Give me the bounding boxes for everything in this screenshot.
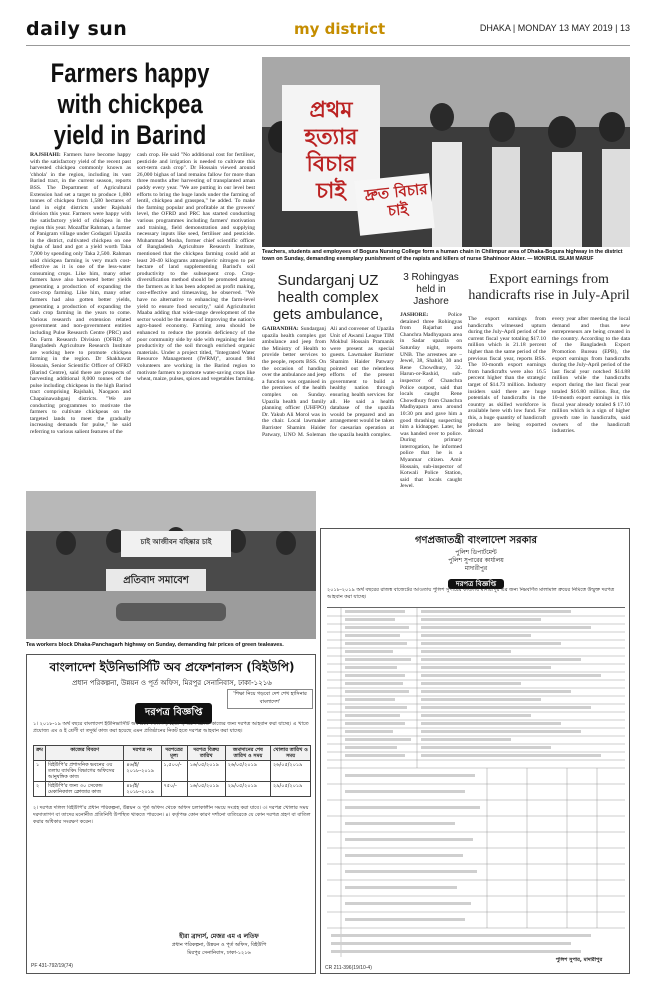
story2-dateline: GAIBANDHA: bbox=[262, 326, 299, 332]
bup-th-opening: খোলার তারিখ ও সময় bbox=[271, 746, 311, 761]
table-cell: বিইউপি'র জন্য ৩০ সেকেন্ড মেকানিক্যাল ক্লোজার কাজ bbox=[45, 782, 123, 797]
top-caption-text: Teachers, students and employees of Bogura Nursing College form a human chain in Chilimpur area of Dhaka-Bogura highway in the district town on Sunday, demanding exemplary punishment of the rapists and killers of nurse Shahinoor Akter. bbox=[262, 249, 623, 262]
lead-dateline: RAJSHAHI: bbox=[30, 152, 61, 158]
lead-column-1 bbox=[30, 152, 131, 488]
table-cell: ২৬/০৫/২০১৯ bbox=[225, 761, 270, 782]
bup-ad-subtitle: প্রধান পরিকল্পনা, উন্নয়ন ও পূর্ত অফিস, মিরপুর সেনানিবাস, ঢাকা-১২১৬ bbox=[72, 679, 272, 687]
lead-text-2: cash crop. He said "No additional cost for fertiliser, pesticide and irrigation is needed to cultivate this sort-term cash crop". Dr Hossain viewed around 26,000 bighas of land remains fallow for more than three months after harvesting of transplanted aman paddy every year. "We are putting in our level best efforts to bring the huge lands under the farming of lentil, chickpea and grasspea," he added. To make the farming popular and profitable at the growers' level, the OFRD and PRC has started conducting various programmes including farmers' motivation and training, field demonstration and supplying necessary inputs like seed, fertiliser and pesticide. Muhammad Mosha, former chief scientific officer of Bangladesh Agriculture Research Institute, mentioned that the chickpea farming could add at least 20-40 kilograms atmospheric nitrogen to per hectare of land supplementing Barind's soil productivity to the subsequent crop. Crop-diversification method should be promoted among the farmers as it has been adopted as profit making, cost-effective and timesaving, he observed. "We have no alternative to enhancing the farm-level yield to ensure food security," said Agriculturist Maaba adding that wide-range development of the sector would be the means of improving the nation's agro-based economy. Farming area should be enhanced to reduce the protein deficiency of the poor community side by side with regaining the lost productivity of the soil through enriched organic materials. Under a project titled, "Integrated Water Resource Management (IWRM)", around 984 volunteers are working in the Barind region to motivate farmers to promote water-saving crops like wheat, maize, pulses, spices and vegetables farming. bbox=[137, 152, 255, 383]
bup-ad-signature-block bbox=[127, 931, 311, 958]
page-dateline: DHAKA | MONDAY 13 MAY 2019 | 13 bbox=[479, 23, 630, 33]
bup-th-work: কাজের বিবরণ bbox=[45, 746, 123, 761]
tea-banner-1: চাই আজীবন বহিষ্কার চাই bbox=[140, 538, 212, 546]
gov-ad-sub1: পুলিশ ডিপার্টমেন্ট bbox=[455, 549, 497, 556]
bup-ad-footer-code: PF 431-792/19(74) bbox=[31, 963, 73, 969]
table-cell: ৪৮/ই/২০১৮-২০১৯ bbox=[124, 782, 161, 797]
bottom-photo bbox=[26, 491, 316, 639]
table-cell: ২৯/০৫/২০১৯ bbox=[271, 782, 311, 797]
table-cell: ১৬/০৫/২০১৯ bbox=[187, 782, 225, 797]
story4-text-b: every year after meeting the local demand and thus new entrepreneurs are being created in the country. According to the data of the Bangladesh Export Promotion Bureau (EPB), the export earnings from handicrafts during the July-April period of the last fiscal year notched $14.88 million while the handicrafts export during the last fiscal year totaled $16.80 million. But, the 10-month export earnings in this fiscal year already totaled $ 17.10 million which is a sign of higher growth rate in handicrafts, said owners of the handicraft industries. bbox=[552, 316, 630, 435]
bup-table-header-row bbox=[34, 746, 311, 761]
story2-text: Sundarganj upazila health complex got ambulance and jeep from the Ministry of Health to provide better services to the people, reports BSS. On the occasion of handing over the ambulance and jeep a function was organised in the premises of the health complex on Sunday. Upazila health and family planning officer (UHFPO) Dr. Yakub Ali Morol was in the chair. Local lawmaker Barrister Shamim Haider Patwary, UNO M. Soleman Ali and convener of Upazila Unit of Awami League TIM Mokbul Hossain Pramanik were present as special guests. Lawmaker Barrister Shamim Haider Patwary pointed out the relentless efforts of the present government to build a healthy nation through ensuring health services for all. He said a health database of the upazila would be prepared and an arrangement would be taken for caesarian operation at the upazila health complex. bbox=[262, 326, 394, 438]
gov-ad-sub2: পুলিশ সুপারের কার্যালয় bbox=[448, 557, 504, 564]
bup-ad-intro: ১। ২০১৮-১৯ অর্থ বছরে বাংলাদেশ ইউনিভার্সিটি অব প্রফেশনালস (বিইউপি) এর নিম্নোক্ত কাজের জন্য দরপত্র আহবান করা যাচ্ছে। এ খাতে প্রযোজ্য এম ও ই শ্রেণী বা তদুর্ধ্ব কাজ করা হয়েছে এমন প্রতিষ্ঠানের নিকট হতে দরপত্র আহবান করা যাচ্ছে। bbox=[33, 721, 309, 734]
bup-ad-notes: ২। দরপত্র দলিল বিইউপি'র প্রধান পরিকল্পনা, উন্নয়ন ও পূর্ত অফিস থেকে অফিস চলাকালীন সময়ে সংগ্রহ করা যাবে। ৩। দরপত্র খোলার সময় দরদাতাগণ বা তাদের মনোনীত প্রতিনিধি উপস্থিত থাকতে পারবেন। ৪। কর্তৃপক্ষ কোন কারণ দর্শানো ব্যতিরেকে যে কোন দরপত্র গ্রহণ বা বাতিল করার অধিকার সংরক্ষণ করেন। bbox=[33, 805, 311, 825]
bup-ad-tender-label: দরপত্র বিজ্ঞপ্তি bbox=[135, 703, 212, 724]
table-cell: ২৯/০৫/২০১৯ bbox=[225, 782, 270, 797]
bup-th-serial: ক্রম bbox=[34, 746, 46, 761]
table-cell: ১ bbox=[34, 761, 46, 782]
bup-ad-slogan: 'শিক্ষা নিয়ে গড়বো দেশ শেখ হাসিনার বাংলাদেশ' bbox=[227, 689, 313, 709]
tea-workers-image bbox=[26, 491, 316, 639]
top-photo bbox=[262, 57, 630, 247]
section-title: my district bbox=[294, 20, 386, 38]
police-tender-ad bbox=[320, 528, 630, 974]
lead-headline: Farmers happy with chickpea yield in Barind bbox=[50, 58, 210, 150]
story4-column-2 bbox=[552, 316, 630, 522]
gov-ad-signature: পুলিশ সুপার, মাদারীপুর bbox=[555, 957, 603, 963]
protest-sign-1: প্রথম হত্যার বিচার চাই bbox=[304, 98, 358, 204]
protest-sign-2: দ্রুত বিচার চাই bbox=[363, 179, 429, 220]
story3-body bbox=[400, 312, 462, 522]
gov-ad-table-lines bbox=[327, 608, 625, 957]
newspaper-logo: daily sun bbox=[26, 18, 128, 40]
table-cell: ১,৫০০/- bbox=[161, 761, 187, 782]
bup-ad-table bbox=[33, 745, 311, 797]
story3-dateline: JASHORE: bbox=[400, 312, 429, 318]
story3-headline: 3 Rohingyas held in Jashore bbox=[403, 272, 459, 307]
table-cell: ৪৬/ই/২০১৮-২০১৯ bbox=[124, 761, 161, 782]
gov-ad-title: গণপ্রজাতন্ত্রী বাংলাদেশ সরকার bbox=[415, 535, 537, 546]
story4-headline: Export earnings from handicrafts rise in July-April bbox=[468, 272, 630, 303]
gov-ad-details bbox=[327, 607, 625, 957]
bup-th-tender-no: দরপত্র নং bbox=[124, 746, 161, 761]
tea-banner-2: প্রতিবাদ সমাবেশ bbox=[123, 575, 189, 586]
story2-headline: Sundarganj UZ health complex gets ambulance, bbox=[272, 272, 384, 323]
bup-th-deadline: জমাদানের শেষ তারিখ ও সময় bbox=[225, 746, 270, 761]
lead-text-1: Farmers have become happy with the satisfactory yield of the recent past harvested chickpea commonly known as 'chhola' in the region, including its vast Barind tract, in the current season, reports BSS. The Department of Agricultural Extension had set a target to produce 1,080 tonnes of chickpea from 1,580 hectares of land in eight districts under Rajshahi division this year. Farmers were happy with the satisfactory yield of chickpea in the region this year. Mozaffar Rahman, a farmer of Panigram village under Godagari Upazila in the district, cultivated chickpea on one bigha of land and got a yield worth Taka 7,000 by spending only Taka 2,500. Rahman said chickpea farming is very much cost-effective as it is one of the less-water consuming crops. Like him, many other farmers have also harvested better yields generating a production of expanding the cost-crop farming. Like him, many other farmers had also gotten better yields, generating a production of expanding the cash crop farming in the years to come. Various research and extension related government and non-government entities including Pulse Research Centre (PRC) and On Farm Research Division (OFRD) of Bangladesh Agriculture Research Institute are working here to promote chickpea farming in the region. Dr Shakhawat Hossain, Senior Scientific Officer of OFRD (Barind Centre), said there are prospects of harvesting additional 8,000 tonnes of the pulse including chickpeas in the high Barind tract comprising Rajshahi, Naogaon and Chapainawabganj districts. "We are conducting programmes to motivate the farmers to cultivate chickpeas on the targeted lands to meet the gradually increasing demands for pulse," he said referring to various salient features of the bbox=[30, 152, 131, 435]
table-row bbox=[34, 782, 311, 797]
bup-th-sale-date: দরপত্র বিক্রয় তারিখ bbox=[187, 746, 225, 761]
story3-text: Police detained three Rohingyas from Rajarhat and Chanchra Madhyapara area in Sadar upazila on Saturday night, reports UNB. The arrestees are – Jewel, 38, Shahid, 30 and Rene Chowdhury, 32. Harun-or-Rashid, sub-inspector of Chanchra Police outpost, said that locals caught Rene Chowdhury from Chanchra Madhyapara area around 10:30 pm and gave him a good thrashing suspecting him a kidnapper. Later, he was handed over to police. During primary interrogation, he informed police that he is a Myanmar citizen. Amir Hossain, sub-inspector of Kotwali Police Station, said that locals caught Jewel. bbox=[400, 312, 462, 490]
bup-ad-signature: হীরা ব্রাদার্স, মেজর এম এ লতিফ bbox=[179, 933, 259, 940]
table-cell: ৭৫০/- bbox=[161, 782, 187, 797]
top-photo-caption bbox=[262, 249, 630, 263]
top-photo-credit: — MONIRUL ISLAM MARUF bbox=[527, 255, 594, 262]
gov-ad-sub3: মাদারীপুর bbox=[464, 565, 488, 572]
bup-ad-signature-place: মিরপুর সেনানিবাস, ঢাকা-১২১৬ bbox=[187, 950, 251, 956]
lead-column-2 bbox=[137, 152, 255, 488]
bup-th-price: দরপত্রের মূল্য bbox=[161, 746, 187, 761]
gov-ad-intro: ২০১৮-২০১৯ অর্থ বছরের রাজস্ব বাজেটের আওতায় পুলিশ সুপারের কার্যালয় মাদারীপুর এর জন্য নিম্নবর্ণিত মালামাল ক্রয়ের নিমিত্তে উন্মুক্ত দরপত্র আহবান করা যাচ্ছে। bbox=[327, 587, 615, 600]
bup-tender-ad bbox=[26, 654, 316, 974]
table-cell: ২৬/০৫/২০১৯ bbox=[271, 761, 311, 782]
bup-ad-title: বাংলাদেশ ইউনিভার্সিটি অব প্রফেশনালস (বিইউপি) bbox=[49, 660, 295, 674]
masthead bbox=[26, 16, 630, 46]
bottom-photo-caption: Tea workers block Dhaka-Panchagarh highway on Sunday, demanding fair prices of green tealeaves. bbox=[26, 642, 284, 648]
bup-ad-signature-office: প্রধান পরিকল্পনা, উন্নয়ন ও পূর্ত অফিস, বিইউপি bbox=[171, 942, 267, 948]
gov-ad-footer-code: CR 211-396(19/10-4) bbox=[325, 965, 372, 971]
table-cell: বিইউপি'র প্রশাসনিক ভবনের ৩য় তলায় ব্যাংকিং বিভাগের অফিসের আনুষঙ্গিক কাজ bbox=[45, 761, 123, 782]
story4-text-a: The export earnings from handicrafts witnessed upturn during the July-April period of the current fiscal year totaling $17.10 million which is 21.18 percent higher than the same period of the previous fiscal year, reports BSS. The 10-month export earnings from handicrafts were also 16.5 percent higher than the strategic target of $14.73 million. Industry insiders said there are huge potentials of handicrafts in the country as skilled workforce is available here with low fund. For this, a huge quantity of handicraft products are being exported abroad bbox=[468, 316, 546, 435]
table-row bbox=[34, 761, 311, 782]
table-cell: ১৬/০৫/২০১৯ bbox=[187, 761, 225, 782]
gov-ad-tender-label: দরপত্র বিজ্ঞপ্তি bbox=[448, 579, 504, 589]
table-cell: ২ bbox=[34, 782, 46, 797]
story4-column-1 bbox=[468, 316, 546, 522]
